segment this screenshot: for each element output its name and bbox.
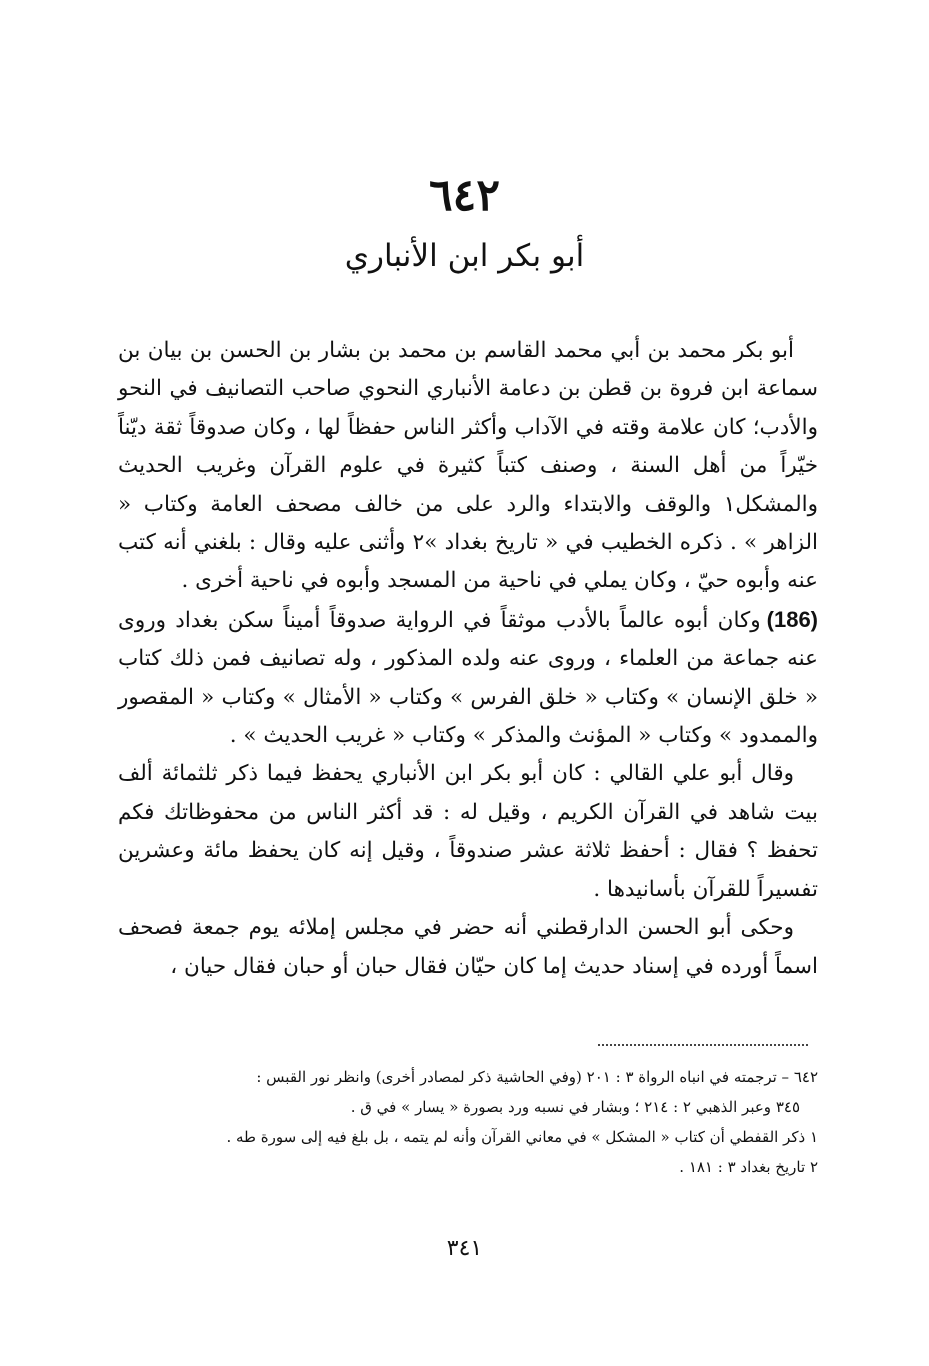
paragraph-3: وقال أبو علي القالي : كان أبو بكر ابن الأنباري يحفظ فيما ذكر ثلثمائة ألف بيت شاهد في القرآن الكريم ، وقيل له : قد أكثر الناس من محفوظاتك فكم تحفظ ؟ فقال : أحفظ ثلاثة عشر صندوقاً ، وقيل إنه كان يحفظ مائة وعشرين تفسيراً للقرآن بأسانيدها . [118, 761, 818, 902]
biography-text [118, 332, 818, 986]
footnote-line-4: ٢ تاريخ بغداد ٣ : ١٨١ . [679, 1158, 818, 1176]
entry-title: أبو بكر ابن الأنباري [344, 238, 585, 274]
entry-number: ٦٤٢ [429, 170, 500, 221]
footnotes [118, 1062, 818, 1182]
footnote-line-1: ٦٤٢ – ترجمته في انباه الرواة ٣ : ٢٠١ (وفي الحاشية ذكر لمصادر أخرى) وانظر نور القبس : [256, 1068, 818, 1086]
footnote-separator [598, 1044, 808, 1046]
footnote-line-2: ٣٤٥ وعبر الذهبي ٢ : ٢١٤ ؛ وبشار في نسبه ورد بصورة « يسار » في ق . [350, 1098, 800, 1116]
paragraph-2-text: وكان أبوه عالماً بالأدب موثقاً في الرواية صدوقاً أميناً سكن بغداد وروى عنه جماعة من العلماء ، وروى عنه ولده المذكور ، وله تصانيف فمن ذلك كتاب « خلق الإنسان » وكتاب « خلق الفرس » وكتاب « الأمثال » وكتاب « المقصور والممدود » وكتاب « المؤنث والمذكر » وكتاب « غريب الحديث » . [118, 607, 818, 749]
page-number: ٣٤١ [446, 1236, 483, 1261]
footnote-line-3: ١ ذكر القفطي أن كتاب « المشكل » في معاني القرآن وأنه لم يتمه ، بل بلغ فيه إلى سورة طه . [226, 1128, 818, 1146]
paragraph-2 [118, 601, 818, 756]
page-marker: (186) [766, 606, 818, 632]
paragraph-4: وحكى أبو الحسن الدارقطني أنه حضر في مجلس إملائه يوم جمعة فصحف اسماً أورده في إسناد حديث إما كان حيّان فقال حبان أو حبان فقال حيان ، [118, 915, 818, 979]
paragraph-1: أبو بكر محمد بن أبي محمد القاسم بن محمد بن بشار بن الحسن بن بيان بن سماعة ابن فروة بن قطن بن دعامة الأنباري النحوي صاحب التصانيف في النحو والأدب؛ كان علامة وقته في الآداب وأكثر الناس حفظاً لها ، وكان صدوقاً ثقة ديّناً خيّراً من أهل السنة ، وصنف كتباً كثيرة في علوم القرآن وغريب الحديث والمشكل١ والوقف والابتداء والرد على من خالف مصحف العامة وكتاب « الزاهر » . ذكره الخطيب في « تاريخ بغداد »٢ وأثنى عليه وقال : بلغني أنه كتب عنه وأبوه حيّ ، وكان يملي في ناحية من المسجد وأبوه في ناحية أخرى . [118, 338, 818, 594]
